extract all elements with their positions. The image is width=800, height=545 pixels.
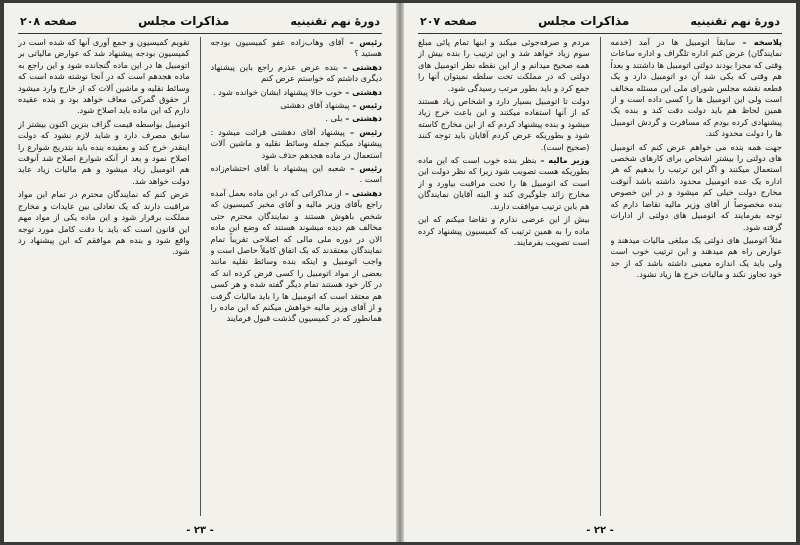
paragraph <box>18 37 190 117</box>
paragraph <box>611 37 783 140</box>
paragraph-text: تقویم کمیسیون و جمع آوری آنها که شده است در کمیسیون بودجه پیشنهاد شد که عوارض مالیاتی بر اتومبیل ها در این ماده گنجانده شود و این راجع به ماده هجدهم است که در آنجا نوشته شده است که وسائط نقلیه و ماشین آلات که از خارج وارد میشود از حقوق گمرکی معاف خواهد بود و بنده عقیده دارم که این ماده باید اصلاح شود. <box>18 37 190 116</box>
speaker-name: دهشتی – <box>338 61 382 72</box>
paragraph-text: آقای وهاب‌زاده عفو کمیسیون بودجه هستید ؟ <box>210 37 382 59</box>
column-left <box>418 37 590 516</box>
page-header <box>420 11 780 31</box>
speaker-name: رئیس – <box>343 37 382 47</box>
header-rule <box>418 33 782 34</box>
column-right <box>611 37 783 516</box>
column-divider <box>200 37 201 516</box>
paragraph-text: بنظر بنده خوب است که این ماده بطوریکه هست تصویب شود زیرا که نظر دولت این است که اتومبیل ها را تحت مراقبت بیاورد و از مخارج زائد جلوگیری کند و البته آقایان نمایندگان هم باین ترتیب موافقت دارند. <box>418 155 590 211</box>
header-title: مذاکرات مجلس <box>538 14 630 28</box>
paragraph-text: اتومبیل بواسطه قیمت گزاف بنزین اکنون بیشتر از سابق مصرف دارد و شاید لازم نشود که دولت اینقدر خرج کند و بعقیده بنده باید بتدریج شوارع را اصلاح نمود و بعد از آنکه شوارع اصلاح شد آنوقت هم اتومبیل زیاد میشود و هم مالیات زیاد عاید دولت خواهد شد. <box>18 118 190 186</box>
paragraph-text: خوب حالا پیشنهاد ایشان خوانده شود . <box>212 86 343 97</box>
paragraph-text: دولت تا اتومبیل بسیار دارد و اشخاص زیاد هستند که از آنها استفاده میکنند و این باعث خرج زیاد میشود و بنده پیشنهاد کردم که از این مخارج کاسته شود و بطوریکه عرض کردم آقایان باید توجه کنند (صحیح است). <box>418 96 590 152</box>
text-columns <box>418 37 782 516</box>
paragraph <box>211 127 383 161</box>
paragraph-text: عرض کنم که نمایندگان محترم در تمام این مواد مراقبت دارند که یک تعادلی بین عایدات و مخارج مملکت برقرار شود و این ماده یکی از مواد مهم این قانون است که باید با دقت کامل مورد توجه واقع شود و بنده هم موافقم که این پیشنهاد رد شود. <box>18 189 190 257</box>
speaker-name: دهشتی – <box>342 86 382 97</box>
paragraph <box>211 113 383 124</box>
paragraph <box>418 214 590 248</box>
text-columns <box>18 37 382 516</box>
paragraph-text: بنده عرض عذرم راجع باین پیشنهاد دیگری داشتم که خواستم عرض کنم <box>210 61 382 84</box>
paragraph <box>418 37 590 94</box>
header-page-label: صفحه ۲۰۷ <box>420 14 478 28</box>
paragraph <box>18 119 190 187</box>
paragraph <box>18 189 190 257</box>
speaker-name: وزیر مالیه – <box>536 155 590 166</box>
paragraph-text: پیشنهاد آقای دهشتی قرائت میشود : پیشنهاد میکنم جمله وسائط نقلیه و ماشین آلات استعمال در ماده هجدهم حذف شود <box>210 126 382 160</box>
speaker-name: پلاسخه – <box>735 37 782 47</box>
paragraph-text: سابقاً اتومبیل ها در آمد (خدمه نمایندگان) عرض کنم اداره تلگراف و اداره ساعات وقتی که مجزا بودند دولتی اتومبیل ها داشتند و بعداً هم وقتی که یکی شد آن دو اتومبیل دارد و یک قطعه نقشه مجلس شورای ملی این مسئله مخالف است ولی این اتومبیل ها را کسی داده است و از همین لحاظ هم باید دولت دقت کند و بنده یک پیشنهادی کرده بودم که مسافرت و گردش اتومبیل ها را دولت محدود کند. <box>610 37 782 139</box>
paragraph <box>211 37 383 60</box>
page-number: - ۲۳ - <box>186 525 214 536</box>
header-volume: دورهٔ نهم تقنینیه <box>690 14 780 28</box>
page-207 <box>404 3 796 542</box>
header-rule <box>18 33 382 34</box>
paragraph-text: جهت همه بنده می خواهم عرض کنم که اتومبیل های دولتی را بیشتر اشخاص برای کارهای شخصی استعمال میکنند و اگر این ترتیب را بدهیم که هر اداره یک عده اتومبیل محدود داشته باشد آنوقت مخارج دولت خیلی کم میشود و در این خصوص بنده مخصوصاً از آقای وزیر مالیه تقاضا دارم که توجه بفرمایند که اتومبیل های دولتی از ادارات گرفته شود. <box>610 141 782 232</box>
page-208 <box>4 3 396 542</box>
paragraph <box>211 62 383 85</box>
paragraph-text: مثلاً اتومبیل های دولتی یک مبلغی مالیات میدهند و عوارض راه هم میدهند و این ترتیب خوب است ولی باید یک اندازه معینی داشته باشد که از حد خود تجاوز نکند و مالیات خرج ها زیاد نشود. <box>610 234 782 280</box>
paragraph <box>211 163 383 186</box>
paragraph-text: از مذاکراتی که در این ماده بعمل آمده راجع بآقای وزیر مالیه و آقای مخبر کمیسیون که شخص باهوش هستند و نمایندگان محترم حتی مخالف هم دیده میشوند هستند که وضع این ماده الان در دوره ملی مالی که اصلاحی تقریباً تمام نمایندگان معتقدند که یک اتفاق کاملاً حاصل است و واجب اتومبیل و اینکه بنده وسائط نقلیه مانند بعضی از مواد اتومبیل را کسی فرض کرده اند که در کار خود هستند تمام دیگر گفته شده و هر کسی هم معتقد است که اتومبیل ها را باید مالیات گرفت و از آقای وزیر مالیه خواهش میکنم که این ماده را همانطور که در کمیسیون گذشت قبول فرمایند <box>210 187 382 324</box>
paragraph-text: پیشنهاد آقای دهشتی <box>280 100 350 111</box>
page-number: - ۲۲ - <box>586 525 614 536</box>
paragraph-text: بلی . <box>325 113 343 124</box>
speaker-name: رئیس – <box>345 163 382 174</box>
paragraph <box>211 188 383 325</box>
header-page-label: صفحه ۲۰۸ <box>20 14 78 28</box>
column-right <box>211 37 383 516</box>
paragraph <box>611 142 783 233</box>
paragraph-text: بیش از این عرضی ندارم و تقاضا میکنم که این ماده را به همین ترتیب که کمیسیون پیشنهاد کرده است تصویب بفرمایند. <box>418 214 590 247</box>
header-title: مذاکرات مجلس <box>138 14 230 28</box>
header-volume: دورهٔ نهم تقنینیه <box>290 14 380 28</box>
column-left <box>18 37 190 516</box>
speaker-name: دهشتی – <box>342 113 382 124</box>
speaker-name: رئیس – <box>349 100 382 111</box>
paragraph <box>418 155 590 212</box>
paragraph <box>211 100 383 111</box>
paragraph-text: شعبه این پیشنهاد با آقای احتشام‌زاده است . <box>210 163 382 185</box>
paragraph-text: مردم و صرفه‌جوئی میکند و ابنها تمام پائی مبلغ سوم زیاد خواهد شد و این ترتیب را بنده بیش از همه صحیح میدانم و از این نقطه نظر اتومبیل های دولتی که در مملکت تحت سلطه نمیتوان آنها را جمع کرد و باید بطور مرتب رسیدگی شود. <box>418 37 590 93</box>
column-divider <box>600 37 601 516</box>
page-header <box>20 11 380 31</box>
paragraph <box>418 96 590 153</box>
speaker-name: دهشتی – <box>341 187 382 198</box>
paragraph <box>211 87 383 98</box>
book-gutter <box>396 3 404 542</box>
speaker-name: رئیس – <box>344 126 382 137</box>
paragraph <box>611 235 783 281</box>
document-spread <box>4 3 796 542</box>
